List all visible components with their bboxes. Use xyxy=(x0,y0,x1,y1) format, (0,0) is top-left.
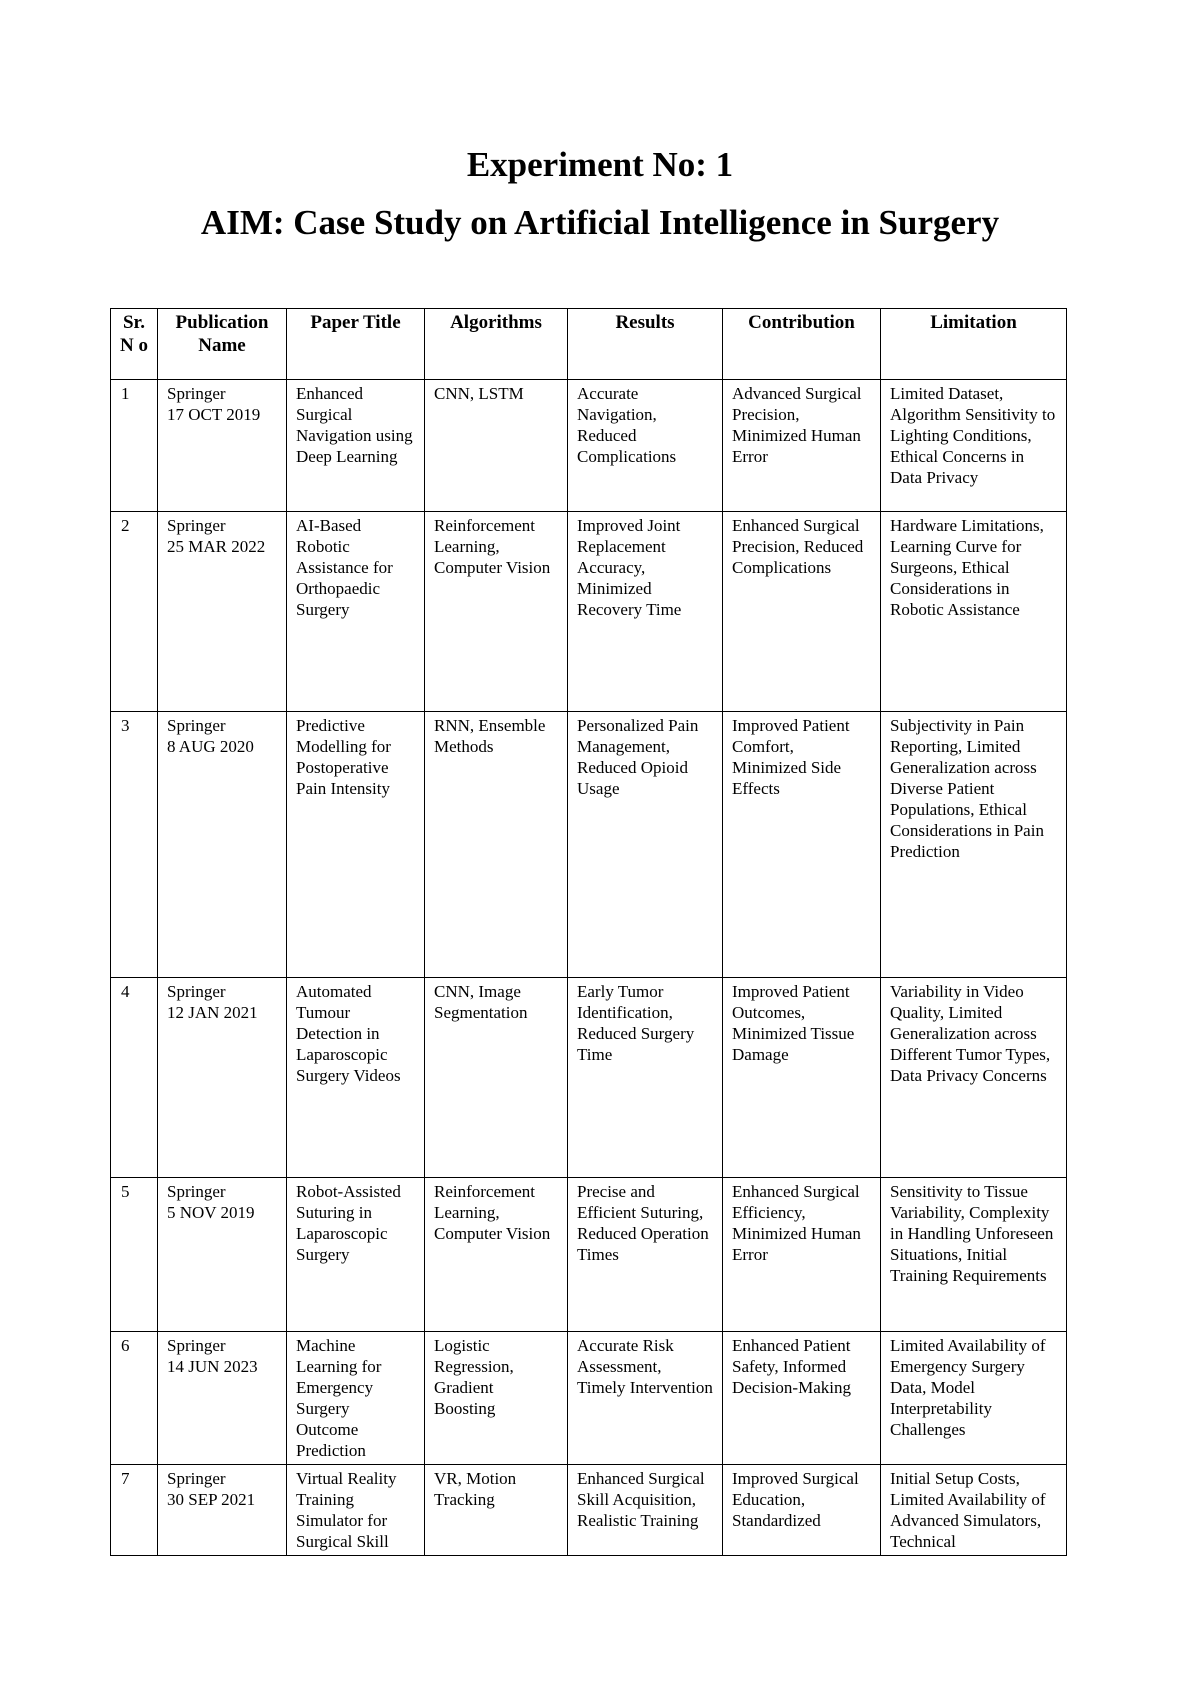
cell-contribution-text: Enhanced Surgical Efficiency, Minimized Human Error xyxy=(732,1182,861,1264)
cell-contribution xyxy=(723,712,881,978)
cell-publication xyxy=(158,380,287,512)
cell-results xyxy=(568,380,723,512)
cell-paper-title xyxy=(287,1332,425,1465)
cell-limitation-text: Limited Availability of Emergency Surgery Data, Model Interpretability Challenges xyxy=(890,1336,1046,1439)
cell-paper-title xyxy=(287,512,425,712)
cell-contribution xyxy=(723,512,881,712)
header-contribution: Contribution xyxy=(723,309,881,380)
cell-sr-no xyxy=(111,1465,158,1556)
header-publication-name: Publication Name xyxy=(158,309,287,380)
table-row xyxy=(111,1332,1067,1465)
cell-limitation-text: Limited Dataset, Algorithm Sensitivity to Lighting Conditions, Ethical Concerns in Data Privacy xyxy=(890,384,1056,487)
cell-publication xyxy=(158,1178,287,1332)
cell-algorithms-text: Logistic Regression, Gradient Boosting xyxy=(434,1336,514,1418)
cell-sr-no xyxy=(111,978,158,1178)
cell-limitation-text: Subjectivity in Pain Reporting, Limited Generalization across Diverse Patient Populations, Ethical Considerations in Pain Prediction xyxy=(890,716,1044,861)
cell-contribution-text: Improved Patient Comfort, Minimized Side Effects xyxy=(732,716,850,798)
table-row xyxy=(111,712,1067,978)
cell-limitation xyxy=(881,1178,1067,1332)
cell-publication-publisher: Springer xyxy=(167,1469,226,1488)
cell-paper-title-text: Robot-Assisted Suturing in Laparoscopic Surgery xyxy=(296,1182,401,1264)
cell-algorithms-text: CNN, Image Segmentation xyxy=(434,982,528,1022)
cell-publication-publisher: Springer xyxy=(167,1336,226,1355)
table-row xyxy=(111,512,1067,712)
cell-algorithms-text: CNN, LSTM xyxy=(434,384,524,403)
cell-paper-title xyxy=(287,978,425,1178)
cell-algorithms-text: RNN, Ensemble Methods xyxy=(434,716,546,756)
cell-results-text: Enhanced Surgical Skill Acquisition, Realistic Training xyxy=(577,1469,705,1530)
cell-algorithms xyxy=(425,1465,568,1556)
cell-results xyxy=(568,1332,723,1465)
table-row xyxy=(111,978,1067,1178)
cell-sr-no xyxy=(111,1332,158,1465)
cell-paper-title xyxy=(287,1178,425,1332)
cell-sr-no-text: 2 xyxy=(121,516,130,535)
cell-paper-title-text: Virtual Reality Training Simulator for Surgical Skill xyxy=(296,1469,397,1551)
cell-contribution xyxy=(723,380,881,512)
cell-publication-date: 30 SEP 2021 xyxy=(167,1490,256,1509)
cell-publication-publisher: Springer xyxy=(167,716,226,735)
cell-algorithms-text: Reinforcement Learning, Computer Vision xyxy=(434,1182,551,1243)
cell-algorithms xyxy=(425,512,568,712)
cell-results-text: Early Tumor Identification, Reduced Surgery Time xyxy=(577,982,695,1064)
cell-sr-no-text: 1 xyxy=(121,384,130,403)
cell-contribution-text: Enhanced Surgical Precision, Reduced Complications xyxy=(732,516,864,577)
cell-results-text: Precise and Efficient Suturing, Reduced Operation Times xyxy=(577,1182,709,1264)
cell-algorithms-text: VR, Motion Tracking xyxy=(434,1469,517,1509)
cell-paper-title-text: Machine Learning for Emergency Surgery Outcome Prediction xyxy=(296,1336,382,1460)
cell-contribution xyxy=(723,1465,881,1556)
cell-algorithms xyxy=(425,1332,568,1465)
header-limitation: Limitation xyxy=(881,309,1067,380)
cell-publication xyxy=(158,712,287,978)
cell-paper-title-text: AI-Based Robotic Assistance for Orthopaedic Surgery xyxy=(296,516,393,619)
cell-paper-title-text: Enhanced Surgical Navigation using Deep Learning xyxy=(296,384,413,466)
cell-algorithms xyxy=(425,978,568,1178)
cell-algorithms-text: Reinforcement Learning, Computer Vision xyxy=(434,516,551,577)
cell-publication-publisher: Springer xyxy=(167,516,226,535)
aim-title: AIM: Case Study on Artificial Intelligence in Surgery xyxy=(200,203,1000,242)
cell-contribution xyxy=(723,978,881,1178)
cell-publication xyxy=(158,978,287,1178)
header-sr-no: Sr. N o xyxy=(111,309,158,380)
cell-limitation xyxy=(881,1465,1067,1556)
header-row xyxy=(111,309,1067,380)
cell-limitation-text: Variability in Video Quality, Limited Generalization across Different Tumor Types, Data Privacy Concerns xyxy=(890,982,1051,1085)
cell-publication-publisher: Springer xyxy=(167,982,226,1001)
cell-publication xyxy=(158,512,287,712)
cell-sr-no xyxy=(111,512,158,712)
cell-results xyxy=(568,512,723,712)
cell-limitation xyxy=(881,712,1067,978)
cell-results-text: Accurate Risk Assessment, Timely Intervention xyxy=(577,1336,713,1397)
cell-limitation-text: Initial Setup Costs, Limited Availability of Advanced Simulators, Technical xyxy=(890,1469,1046,1551)
cell-limitation xyxy=(881,978,1067,1178)
cell-publication-date: 17 OCT 2019 xyxy=(167,405,261,424)
cell-publication xyxy=(158,1332,287,1465)
cell-results-text: Improved Joint Replacement Accuracy, Minimized Recovery Time xyxy=(577,516,682,619)
cell-sr-no-text: 3 xyxy=(121,716,130,735)
cell-results-text: Personalized Pain Management, Reduced Opioid Usage xyxy=(577,716,699,798)
cell-sr-no-text: 5 xyxy=(121,1182,130,1201)
cell-sr-no-text: 4 xyxy=(121,982,130,1001)
cell-publication-date: 5 NOV 2019 xyxy=(167,1203,255,1222)
cell-algorithms xyxy=(425,712,568,978)
cell-publication-date: 8 AUG 2020 xyxy=(167,737,254,756)
cell-publication-publisher: Springer xyxy=(167,1182,226,1201)
cell-sr-no-text: 7 xyxy=(121,1469,130,1488)
cell-results xyxy=(568,1178,723,1332)
cell-contribution xyxy=(723,1178,881,1332)
cell-results xyxy=(568,1465,723,1556)
cell-sr-no-text: 6 xyxy=(121,1336,130,1355)
cell-contribution-text: Advanced Surgical Precision, Minimized Human Error xyxy=(732,384,862,466)
cell-sr-no xyxy=(111,380,158,512)
cell-paper-title-text: Predictive Modelling for Postoperative Pain Intensity xyxy=(296,716,391,798)
cell-sr-no xyxy=(111,1178,158,1332)
cell-algorithms xyxy=(425,1178,568,1332)
cell-results-text: Accurate Navigation, Reduced Complications xyxy=(577,384,677,466)
cell-publication-publisher: Springer xyxy=(167,384,226,403)
experiment-title: Experiment No: 1 xyxy=(466,145,734,184)
cell-paper-title xyxy=(287,712,425,978)
cell-limitation xyxy=(881,380,1067,512)
cell-algorithms xyxy=(425,380,568,512)
table-row xyxy=(111,380,1067,512)
cell-publication xyxy=(158,1465,287,1556)
table-row xyxy=(111,1465,1067,1556)
header-results: Results xyxy=(568,309,723,380)
cell-sr-no xyxy=(111,712,158,978)
cell-results xyxy=(568,978,723,1178)
cell-paper-title xyxy=(287,380,425,512)
cell-limitation-text: Sensitivity to Tissue Variability, Complexity in Handling Unforeseen Situations, Initial Training Requirements xyxy=(890,1182,1054,1285)
cell-contribution xyxy=(723,1332,881,1465)
cell-contribution-text: Improved Surgical Education, Standardized xyxy=(732,1469,859,1530)
cell-limitation-text: Hardware Limitations, Learning Curve for Surgeons, Ethical Considerations in Robotic Assistance xyxy=(890,516,1044,619)
cell-paper-title xyxy=(287,1465,425,1556)
cell-publication-date: 14 JUN 2023 xyxy=(167,1357,258,1376)
header-paper-title: Paper Title xyxy=(287,309,425,380)
table-row xyxy=(111,1178,1067,1332)
case-study-table xyxy=(110,308,1067,1556)
cell-publication-date: 25 MAR 2022 xyxy=(167,537,266,556)
cell-publication-date: 12 JAN 2021 xyxy=(167,1003,258,1022)
cell-paper-title-text: Automated Tumour Detection in Laparoscopic Surgery Videos xyxy=(296,982,401,1085)
cell-limitation xyxy=(881,512,1067,712)
cell-contribution-text: Improved Patient Outcomes, Minimized Tissue Damage xyxy=(732,982,855,1064)
header-algorithms: Algorithms xyxy=(425,309,568,380)
cell-results xyxy=(568,712,723,978)
cell-limitation xyxy=(881,1332,1067,1465)
cell-contribution-text: Enhanced Patient Safety, Informed Decision-Making xyxy=(732,1336,851,1397)
